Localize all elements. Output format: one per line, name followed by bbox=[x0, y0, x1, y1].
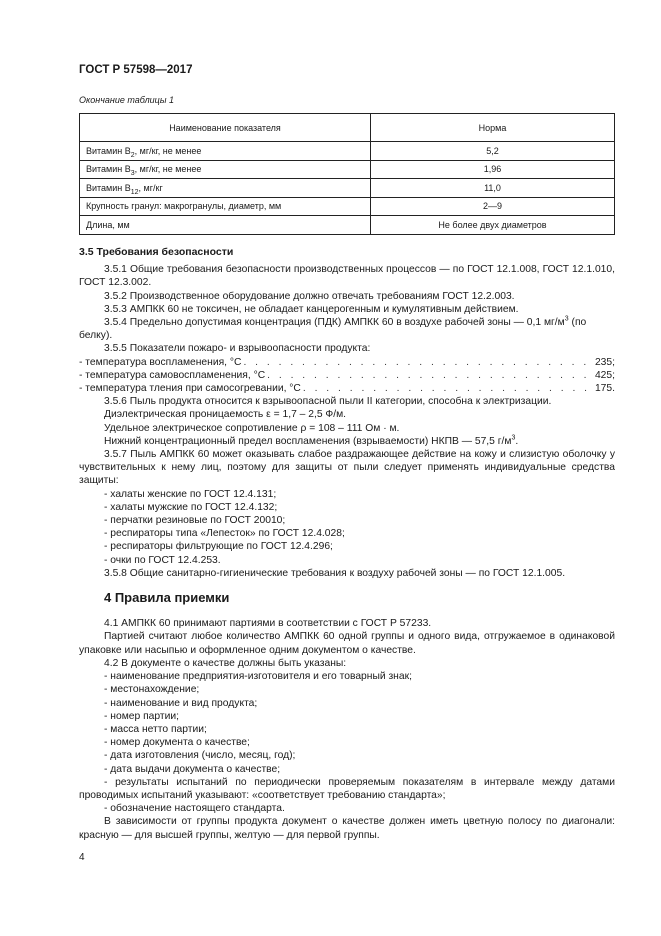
paragraph-4-2: 4.2 В документе о качестве должны быть указаны: bbox=[104, 657, 347, 669]
table-cell-value: 5,2 bbox=[371, 142, 615, 161]
column-header-norm: Норма bbox=[371, 114, 615, 142]
table-row bbox=[80, 179, 615, 198]
list-item: - обозначение настоящего стандарта. bbox=[104, 803, 285, 815]
list-item: - номер партии; bbox=[104, 710, 179, 722]
table-cell-value: 1,96 bbox=[371, 160, 615, 179]
list-item: - очки по ГОСТ 12.4.253. bbox=[104, 554, 221, 566]
table-row bbox=[80, 160, 615, 179]
paragraph-4-3: В зависимости от группы продукта документ о качестве должен иметь цветную полосу по диагонали: красную — для высшей группы, желтую — для первой группы. bbox=[79, 816, 615, 841]
paragraph-3-5-4: 3.5.4 Предельно допустимая концентрация (ПДК) АМПКК 60 в воздухе рабочей зоны — 0,1 $мг/м^3$ (по белку). bbox=[79, 315, 587, 342]
list-item: - респираторы фильтрующие по ГОСТ 12.4.296; bbox=[104, 541, 333, 553]
dielectric-permittivity: Диэлектрическая проницаемость ε = 1,7 – 2,5 Ф/м. bbox=[104, 409, 347, 421]
table-cell-name: Витамин $В_2$, мг/кг, не менее bbox=[80, 142, 371, 161]
section-4-heading: 4 Правила приемки bbox=[104, 590, 230, 606]
list-item: - халаты мужские по ГОСТ 12.4.132; bbox=[104, 501, 278, 513]
list-item: - наименование предприятия-изготовителя и его товарный знак; bbox=[104, 671, 412, 683]
lower-explosive-limit: Нижний концентрационный предел воспламенения (взрываемости) НКПВ — 57,5 $г/м^3$. bbox=[104, 434, 519, 447]
paragraph-4-1-lot: Партией считают любое количество АМПКК 60 одной группы и одного вида, отгружаемое в одинаковой упаковке или насыпью и оформленное одним документом о качестве. bbox=[79, 631, 615, 656]
list-item: - масса нетто партии; bbox=[104, 723, 207, 735]
table-cell-name: Длина, мм bbox=[80, 216, 371, 235]
list-item: - наименование и вид продукта; bbox=[104, 697, 258, 709]
list-item: - респираторы типа «Лепесток» по ГОСТ 12.4.028; bbox=[104, 528, 345, 540]
table-row bbox=[80, 142, 615, 161]
paragraph-3-5-1: 3.5.1 Общие требования безопасности производственных процессов — по ГОСТ 12.1.008, ГОСТ 12.1.010, ГОСТ 12.3.002. bbox=[79, 264, 615, 289]
indicators-table bbox=[79, 113, 615, 235]
column-header-name: Наименование показателя bbox=[80, 114, 371, 142]
page-number: 4 bbox=[79, 852, 85, 863]
paragraph-3-5-6: 3.5.6 Пыль продукта относится к взрывоопасной пыли II категории, способна к электризации. bbox=[104, 396, 552, 408]
table-caption: Окончание таблицы 1 bbox=[79, 95, 174, 105]
list-item: - дата выдачи документа о качестве; bbox=[104, 763, 281, 775]
section-3-5-heading: 3.5 Требования безопасности bbox=[79, 246, 234, 258]
paragraph-3-5-5: 3.5.5 Показатели пожаро- и взрывоопасности продукта: bbox=[104, 343, 371, 355]
paragraph-3-5-7: 3.5.7 Пыль АМПКК 60 может оказывать слабое раздражающее действие на кожу и слизистую оболочку у чувствительных к нему лиц, поэтому для защиты от пыли следует применять индивидуальные средства защиты: bbox=[79, 449, 615, 487]
list-item: - номер документа о качестве; bbox=[104, 737, 250, 749]
table-cell-name: Витамин $В_{12}$, мг/кг bbox=[80, 179, 371, 198]
fire-indicator-row: - температура воспламенения, °С . . . 235; bbox=[79, 356, 615, 369]
table-cell-name: Витамин $В_3$, мг/кг, не менее bbox=[80, 160, 371, 179]
list-item: - халаты женские по ГОСТ 12.4.131; bbox=[104, 488, 277, 500]
paragraph-3-5-8: 3.5.8 Общие санитарно-гигиенические требования к воздуху рабочей зоны — по ГОСТ 12.1.005. bbox=[104, 567, 566, 579]
table-cell-value: 2—9 bbox=[371, 197, 615, 216]
document-code: ГОСТ Р 57598—2017 bbox=[79, 64, 193, 76]
document-body bbox=[79, 246, 615, 842]
table-row bbox=[80, 216, 615, 235]
table-row bbox=[80, 197, 615, 216]
paragraph-4-1: 4.1 АМПКК 60 принимают партиями в соответствии с ГОСТ Р 57233. bbox=[104, 618, 432, 630]
table-header-row bbox=[80, 114, 615, 142]
table-cell-value: 11,0 bbox=[371, 179, 615, 198]
table-cell-name: Крупность гранул: макрогранулы, диаметр, мм bbox=[80, 197, 371, 216]
table-cell-value: Не более двух диаметров bbox=[371, 216, 615, 235]
specific-resistance: Удельное электрическое сопротивление ρ = 108 – 111 Ом · м. bbox=[104, 422, 400, 434]
fire-indicator-row: - температура самовоспламенения, °С . . . 425; bbox=[79, 369, 615, 382]
fire-indicator-row: - температура тления при самосогревании, °С . . . 175. bbox=[79, 382, 615, 395]
paragraph-3-5-2: 3.5.2 Производственное оборудование должно отвечать требованиям ГОСТ 12.2.003. bbox=[104, 290, 515, 302]
list-item: - результаты испытаний по периодически проверяемым показателям в интервале между датами проводимых испытаний указывают: «соответствует требованию стандарта»; bbox=[79, 776, 615, 801]
list-item: - местонахождение; bbox=[104, 684, 200, 696]
list-item: - перчатки резиновые по ГОСТ 20010; bbox=[104, 515, 286, 527]
paragraph-3-5-3: 3.5.3 АМПКК 60 не токсичен, не обладает канцерогенным и кумулятивным действием. bbox=[104, 303, 519, 315]
list-item: - дата изготовления (число, месяц, год); bbox=[104, 750, 296, 762]
